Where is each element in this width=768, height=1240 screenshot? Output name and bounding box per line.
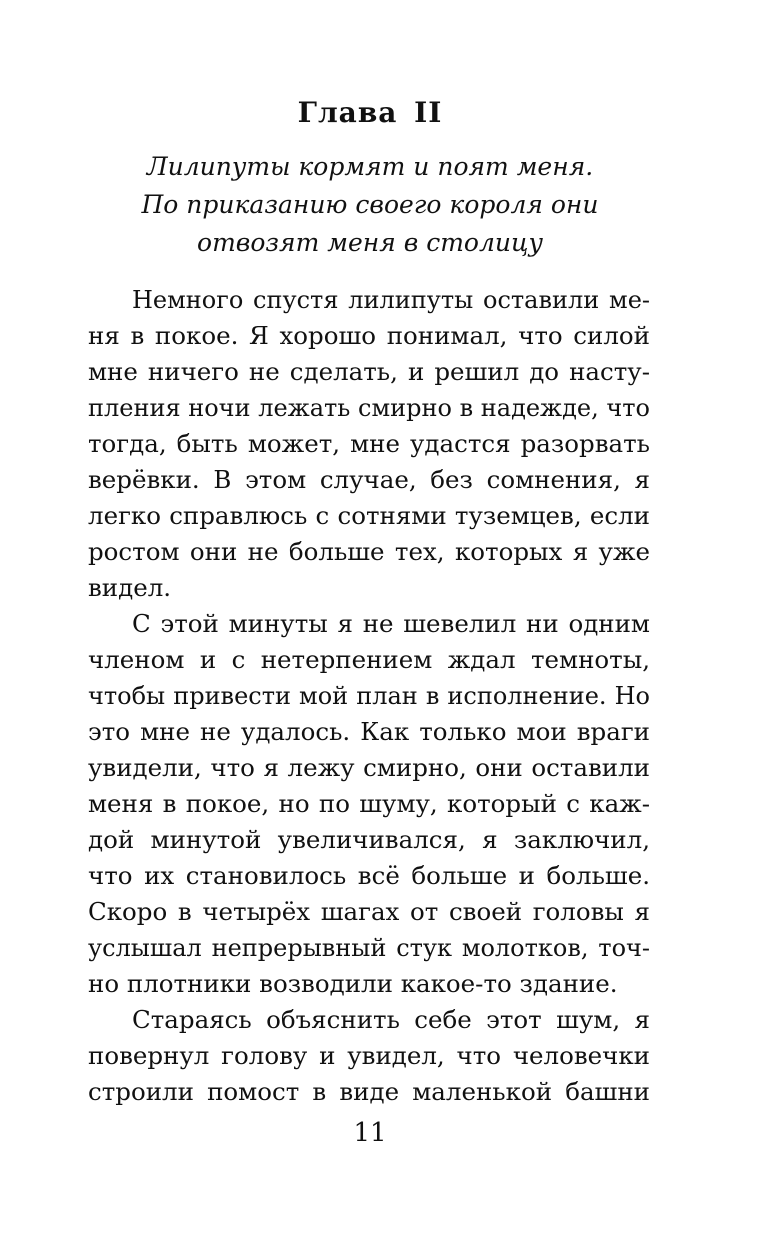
- chapter-subtitle: [90, 148, 650, 262]
- page-number: 11: [353, 1118, 387, 1148]
- subtitle-line: отвозят меня в столицу: [197, 228, 543, 257]
- text-line: членом и с нетерпением ждал темноты,: [88, 645, 650, 674]
- text-line: чтобы привести мой план в исполнение. Но: [88, 682, 650, 710]
- chapter-title: Глава II: [297, 96, 443, 129]
- paragraph-1: [88, 282, 650, 606]
- subtitle-line: Лилипуты кормят и поят меня.: [146, 152, 594, 181]
- paragraph-3: [88, 1002, 650, 1110]
- text-line: мне ничего не сделать, и решил до насту-: [88, 357, 650, 386]
- text-line: Стараясь объяснить себе этот шум, я: [132, 1005, 650, 1034]
- text-line: строили помост в виде маленькой башни: [88, 1077, 650, 1106]
- text-line: С этой минуты я не шевелил ни одним: [132, 609, 650, 638]
- text-line: тогда, быть может, мне удастся разорвать: [88, 429, 650, 458]
- text-line: ня в покое. Я хорошо понимал, что силой: [88, 321, 650, 350]
- text-line: видел.: [88, 573, 172, 602]
- paragraph-2: [88, 606, 650, 1002]
- text-line: дой минутой увеличивался, я заключил,: [88, 825, 650, 854]
- body-text: [88, 282, 650, 1110]
- subtitle-line: По приказанию своего короля они: [141, 190, 599, 219]
- text-line: что их становилось всё больше и больше.: [88, 861, 650, 890]
- text-line: это мне не удалось. Как только мои враги: [88, 717, 650, 746]
- text-line: услышал непрерывный стук молотков, точ-: [88, 934, 650, 962]
- text-line: легко справлюсь с сотнями туземцев, если: [88, 501, 650, 530]
- text-line: верёвки. В этом случае, без сомнения, я: [88, 465, 650, 494]
- text-line: ростом они не больше тех, которых я уже: [88, 537, 650, 566]
- text-line: но плотники возводили какое-то здание.: [88, 969, 618, 998]
- text-line: увидели, что я лежу смирно, они оставили: [88, 753, 650, 782]
- text-line: Скоро в четырёх шагах от своей головы я: [88, 897, 650, 926]
- text-line: меня в покое, но по шуму, который с каж-: [88, 789, 650, 818]
- text-line: пления ночи лежать смирно в надежде, что: [88, 394, 650, 422]
- text-line: повернул голову и увидел, что человечки: [88, 1041, 650, 1070]
- text-line: Немного спустя лилипуты оставили ме-: [132, 286, 650, 314]
